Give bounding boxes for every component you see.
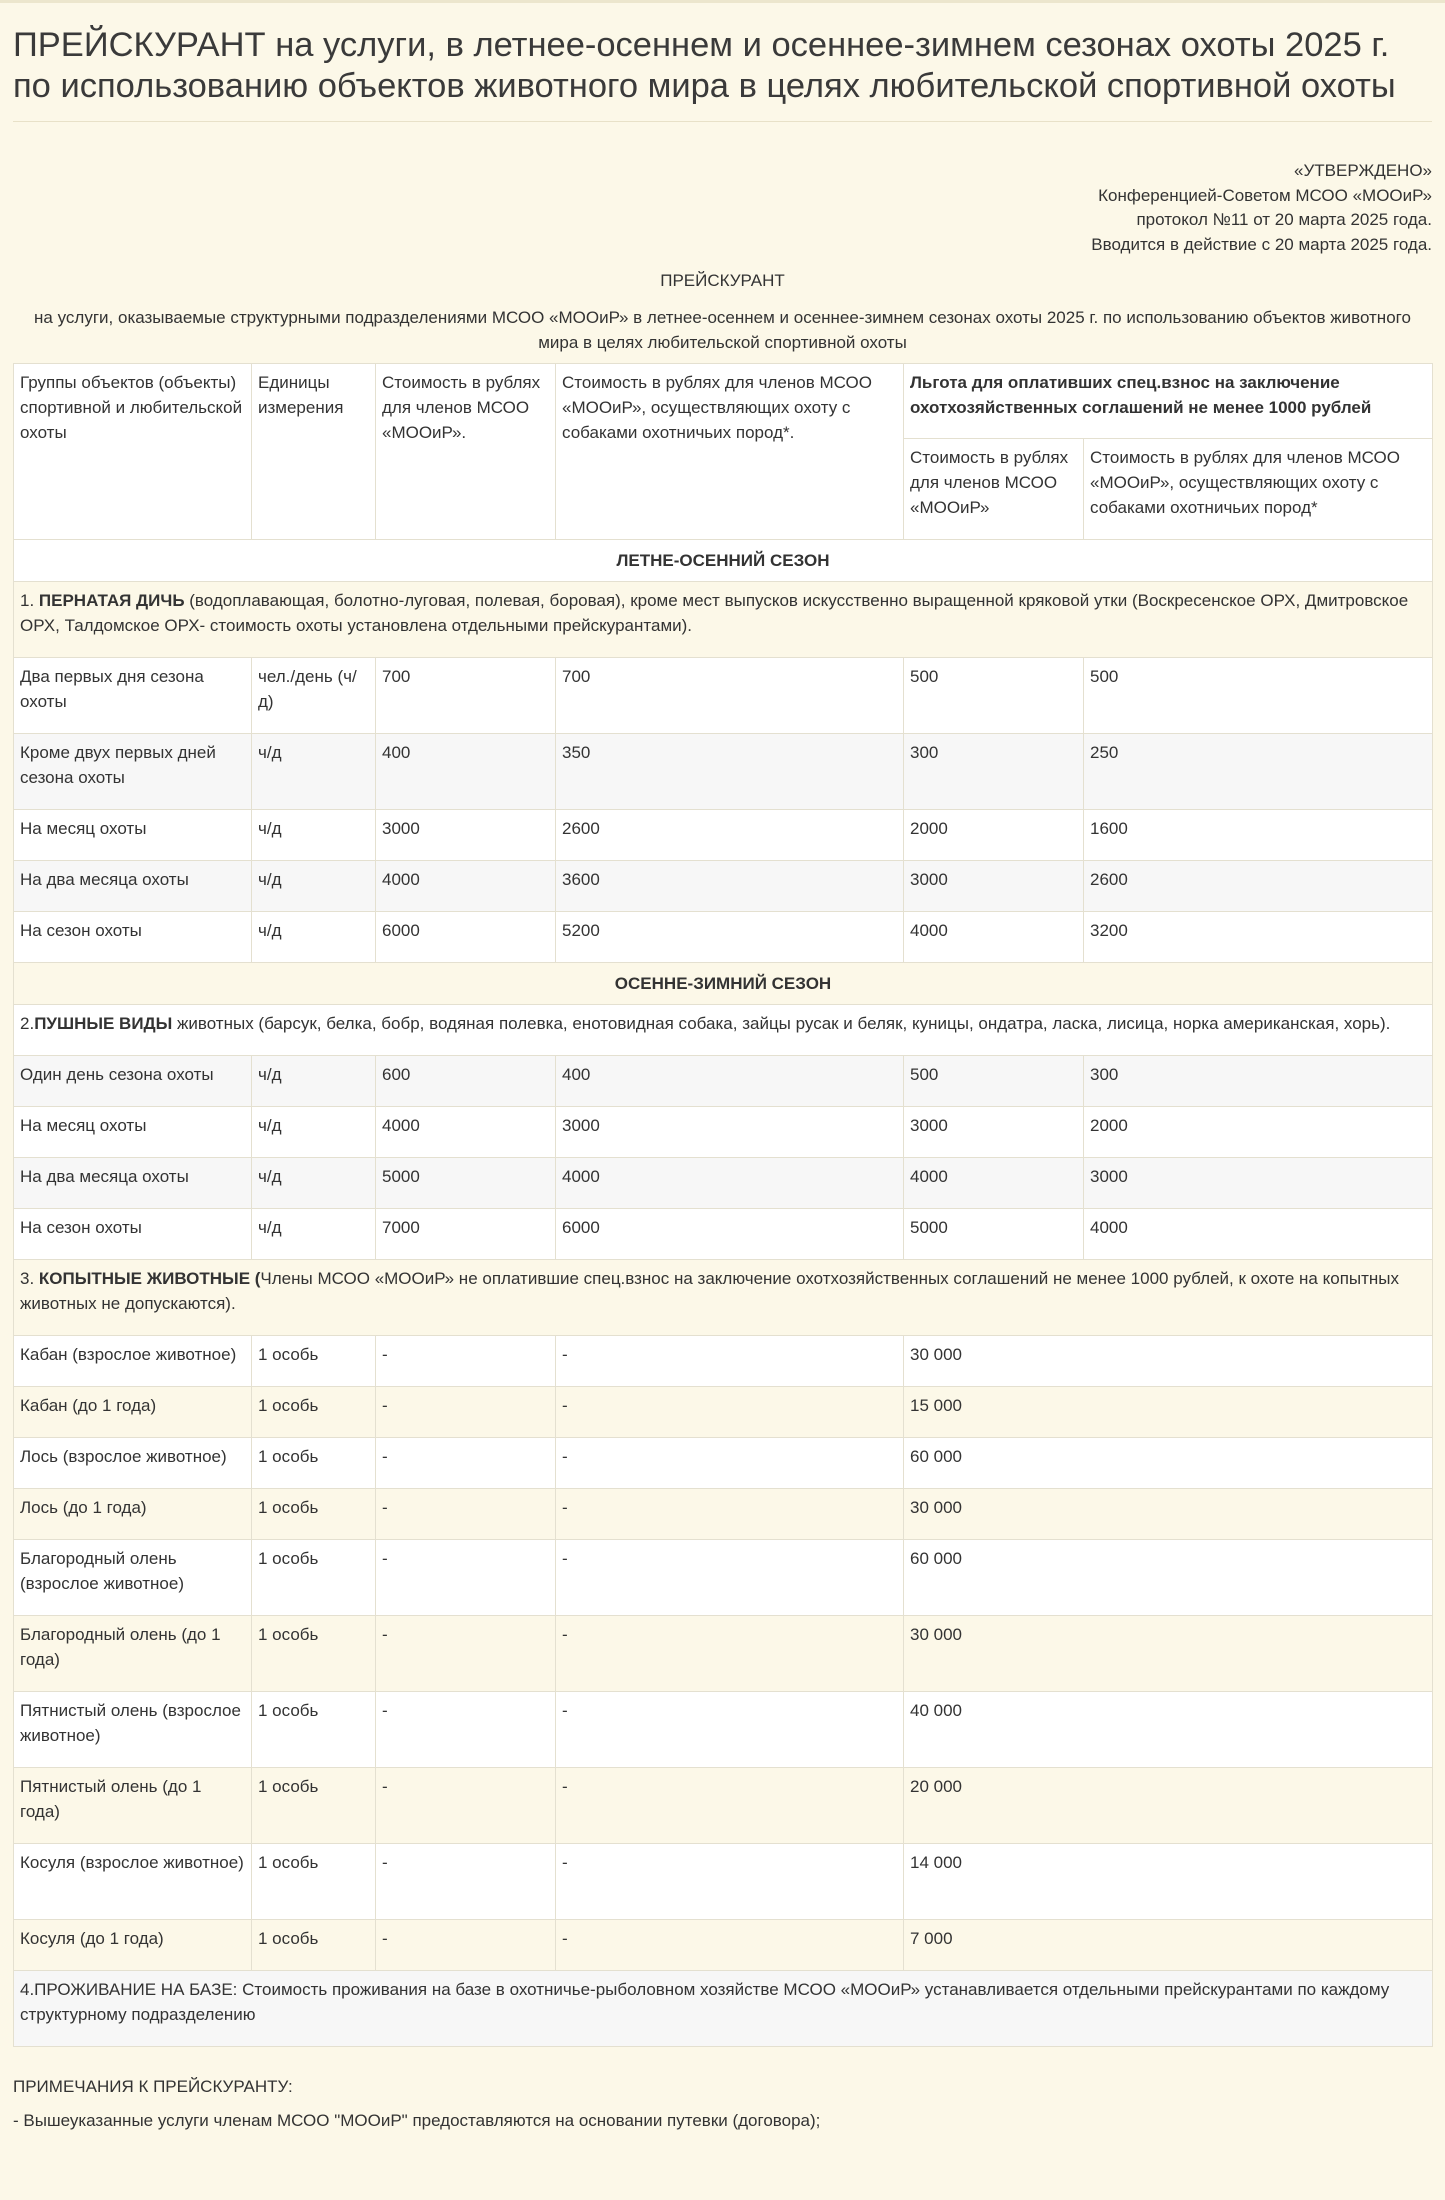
cell-c2: - — [556, 1692, 904, 1768]
season-title: ЛЕТНЕ-ОСЕННИЙ СЕЗОН — [14, 540, 1433, 582]
cell-c4: 3200 — [1084, 912, 1433, 963]
cell-name: Косуля (до 1 года) — [14, 1920, 252, 1971]
approval-block — [13, 159, 1432, 257]
approval-line: Конференцией-Советом МСОО «МООиР» — [1098, 185, 1432, 205]
table-row — [14, 1107, 1433, 1158]
cell-c1: - — [376, 1540, 556, 1616]
section-text — [14, 1260, 1433, 1336]
cell-unit: 1 особь — [252, 1768, 376, 1844]
cell-c3: 60 000 — [904, 1540, 1433, 1616]
cell-c2: 350 — [556, 734, 904, 810]
cell-c1: 400 — [376, 734, 556, 810]
cell-unit: ч/д — [252, 912, 376, 963]
cell-c3: 30 000 — [904, 1336, 1433, 1387]
table-row — [14, 658, 1433, 734]
cell-c2: - — [556, 1387, 904, 1438]
cell-c2: - — [556, 1844, 904, 1920]
table-row — [14, 1209, 1433, 1260]
cell-unit: ч/д — [252, 734, 376, 810]
document-title: ПРЕЙСКУРАНТ — [660, 271, 785, 290]
cell-c2: 400 — [556, 1056, 904, 1107]
cell-name: Два первых дня сезона охоты — [14, 658, 252, 734]
cell-name: Кабан (до 1 года) — [14, 1387, 252, 1438]
top-border — [0, 0, 1445, 3]
cell-c3: 4000 — [904, 912, 1084, 963]
cell-name: Кабан (взрослое животное) — [14, 1336, 252, 1387]
cell-name: Кроме двух первых дней сезона охоты — [14, 734, 252, 810]
cell-name: На сезон охоты — [14, 912, 252, 963]
season-title: ОСЕННЕ-ЗИМНИЙ СЕЗОН — [14, 963, 1433, 1005]
cell-c1: - — [376, 1844, 556, 1920]
cell-unit: 1 особь — [252, 1540, 376, 1616]
season-row — [14, 963, 1433, 1005]
section-description: животных (барсук, белка, бобр, водяная полевка, енотовидная собака, зайцы русак и беляк, куницы, ондатра, ласка, лисица, норка американская, хорь). — [172, 1014, 1391, 1033]
document-subtitle: на услуги, оказываемые структурными подразделениями МСОО «МООиР» в летнее-осеннем и осеннее-зимнем сезонах охоты 2025 г. по использованию объектов животного мира в целях любительской спортивной охоты — [34, 308, 1411, 352]
cell-unit: 1 особь — [252, 1438, 376, 1489]
cell-c2: - — [556, 1768, 904, 1844]
section-lodging: 4.ПРОЖИВАНИЕ НА БАЗЕ: Стоимость проживания на базе в охотничье-рыболовном хозяйстве МСОО «МООиР» устанавливается отдельными прейскурантами по каждому структурному подразделению — [14, 1971, 1433, 2047]
cell-c3: 14 000 — [904, 1844, 1433, 1920]
table-row — [14, 810, 1433, 861]
cell-c2: - — [556, 1438, 904, 1489]
section-text — [14, 1005, 1433, 1056]
cell-c3: 3000 — [904, 861, 1084, 912]
cell-name: Благородный олень (взрослое животное) — [14, 1540, 252, 1616]
cell-c3: 60 000 — [904, 1438, 1433, 1489]
section-row — [14, 582, 1433, 658]
cell-name: Лось (взрослое животное) — [14, 1438, 252, 1489]
cell-c3: 500 — [904, 658, 1084, 734]
cell-name: На сезон охоты — [14, 1209, 252, 1260]
cell-c1: - — [376, 1616, 556, 1692]
cell-c1: - — [376, 1387, 556, 1438]
cell-name: Лось (до 1 года) — [14, 1489, 252, 1540]
cell-c2: - — [556, 1920, 904, 1971]
cell-name: На месяц охоты — [14, 1107, 252, 1158]
cell-c2: - — [556, 1489, 904, 1540]
table-row — [14, 1158, 1433, 1209]
cell-c2: 3600 — [556, 861, 904, 912]
table-row — [14, 912, 1433, 963]
cell-unit: 1 особь — [252, 1336, 376, 1387]
header-benefit-members: Стоимость в рублях для членов МСОО «МООиР» — [904, 439, 1084, 540]
section-text — [14, 582, 1433, 658]
cell-unit: 1 особь — [252, 1387, 376, 1438]
table-row — [14, 1692, 1433, 1768]
cell-unit: 1 особь — [252, 1489, 376, 1540]
section-name: КОПЫТНЫЕ ЖИВОТНЫЕ ( — [38, 1269, 261, 1288]
cell-c4: 500 — [1084, 658, 1433, 734]
cell-unit: ч/д — [252, 810, 376, 861]
cell-c4: 2000 — [1084, 1107, 1433, 1158]
cell-unit: ч/д — [252, 1158, 376, 1209]
table-row — [14, 861, 1433, 912]
cell-c1: - — [376, 1438, 556, 1489]
cell-c1: - — [376, 1768, 556, 1844]
header-group: Группы объектов (объекты) спортивной и любительской охоты — [14, 364, 252, 540]
cell-name: Пятнистый олень (взрослое животное) — [14, 1692, 252, 1768]
approval-line: «УТВЕРЖДЕНО» — [1294, 161, 1432, 180]
header-benefit-dogs: Стоимость в рублях для членов МСОО «МООиР», осуществляющих охоту с собаками охотничьих пород* — [1084, 439, 1433, 540]
section-number: 2. — [20, 1014, 35, 1033]
table-header-row — [14, 364, 1433, 439]
cell-unit: 1 особь — [252, 1844, 376, 1920]
cell-c3: 500 — [904, 1056, 1084, 1107]
season-row — [14, 540, 1433, 582]
cell-c4: 2600 — [1084, 861, 1433, 912]
table-row — [14, 1844, 1433, 1920]
cell-c3: 7 000 — [904, 1920, 1433, 1971]
cell-c4: 3000 — [1084, 1158, 1433, 1209]
cell-c3: 2000 — [904, 810, 1084, 861]
cell-c2: 700 — [556, 658, 904, 734]
cell-unit: ч/д — [252, 1209, 376, 1260]
cell-c2: - — [556, 1336, 904, 1387]
cell-c1: - — [376, 1336, 556, 1387]
section-description: (водоплавающая, болотно-луговая, полевая, боровая), кроме мест выпусков искусственно выращенной кряковой утки (Воскресенское ОРХ, Дмитровское ОРХ, Талдомское ОРХ- стоимость охоты установлена отдельными прейскурантами). — [20, 591, 1409, 635]
cell-c2: 2600 — [556, 810, 904, 861]
cell-c4: 300 — [1084, 1056, 1433, 1107]
cell-c3: 3000 — [904, 1107, 1084, 1158]
section-number: 1. — [20, 591, 39, 610]
cell-c1: 4000 — [376, 861, 556, 912]
cell-name: Пятнистый олень (до 1 года) — [14, 1768, 252, 1844]
cell-c1: 4000 — [376, 1107, 556, 1158]
cell-name: На месяц охоты — [14, 810, 252, 861]
table-row — [14, 1920, 1433, 1971]
notes-line: - Вышеуказанные услуги членам МСОО "МООиР" предоставляются на основании путевки (договора); — [13, 2111, 821, 2130]
table-row — [14, 1489, 1433, 1540]
cell-c3: 4000 — [904, 1158, 1084, 1209]
table-row — [14, 1616, 1433, 1692]
cell-c1: 6000 — [376, 912, 556, 963]
cell-c1: 5000 — [376, 1158, 556, 1209]
table-row — [14, 1768, 1433, 1844]
cell-c4: 4000 — [1084, 1209, 1433, 1260]
cell-c1: - — [376, 1920, 556, 1971]
cell-c1: 3000 — [376, 810, 556, 861]
cell-c3: 30 000 — [904, 1489, 1433, 1540]
table-row — [14, 1387, 1433, 1438]
cell-name: На два месяца охоты — [14, 861, 252, 912]
cell-c3: 20 000 — [904, 1768, 1433, 1844]
header-unit: Единицы измерения — [252, 364, 376, 540]
cell-name: На два месяца охоты — [14, 1158, 252, 1209]
cell-c4: 250 — [1084, 734, 1433, 810]
section-row — [14, 1005, 1433, 1056]
cell-name: Один день сезона охоты — [14, 1056, 252, 1107]
cell-unit: ч/д — [252, 1056, 376, 1107]
cell-c1: 600 — [376, 1056, 556, 1107]
table-row — [14, 734, 1433, 810]
table-row — [14, 1540, 1433, 1616]
table-row — [14, 1336, 1433, 1387]
cell-c2: - — [556, 1540, 904, 1616]
cell-c3: 5000 — [904, 1209, 1084, 1260]
cell-c3: 30 000 — [904, 1616, 1433, 1692]
page-title: ПРЕЙСКУРАНТ на услуги, в летнее-осеннем и осеннее-зимнем сезонах охоты 2025 г. по использованию объектов животного мира в целях любительской спортивной охоты — [13, 25, 1432, 122]
header-price-members: Стоимость в рублях для членов МСОО «МООиР». — [376, 364, 556, 540]
cell-c3: 15 000 — [904, 1387, 1433, 1438]
section-row — [14, 1971, 1433, 2047]
cell-c1: 700 — [376, 658, 556, 734]
header-benefit: Льгота для оплативших спец.взнос на заключение охотхозяйственных соглашений не менее 1000 рублей — [904, 364, 1433, 439]
cell-unit: 1 особь — [252, 1692, 376, 1768]
approval-line: Вводится в действие с 20 марта 2025 года. — [1091, 234, 1432, 254]
cell-unit: ч/д — [252, 861, 376, 912]
section-description: Члены МСОО «МООиР» не оплатившие спец.взнос на заключение охотхозяйственных соглашений не менее 1000 рублей, к охоте на копытных животных не допускаются). — [20, 1269, 1400, 1313]
cell-unit: ч/д — [252, 1107, 376, 1158]
section-name: ПУШНЫЕ ВИДЫ — [34, 1014, 173, 1033]
price-table — [13, 363, 1433, 2047]
cell-name: Косуля (взрослое животное) — [14, 1844, 252, 1920]
cell-unit: 1 особь — [252, 1616, 376, 1692]
notes-title: ПРИМЕЧАНИЯ К ПРЕЙСКУРАНТУ: — [13, 2077, 293, 2096]
cell-c1: - — [376, 1692, 556, 1768]
cell-c1: 7000 — [376, 1209, 556, 1260]
cell-c2: 6000 — [556, 1209, 904, 1260]
cell-c3: 300 — [904, 734, 1084, 810]
cell-unit: 1 особь — [252, 1920, 376, 1971]
table-row — [14, 1056, 1433, 1107]
header-price-dogs: Стоимость в рублях для членов МСОО «МООиР», осуществляющих охоту с собаками охотничьих пород*. — [556, 364, 904, 540]
table-row — [14, 1438, 1433, 1489]
cell-c2: 5200 — [556, 912, 904, 963]
cell-c3: 40 000 — [904, 1692, 1433, 1768]
cell-name: Благородный олень (до 1 года) — [14, 1616, 252, 1692]
cell-c4: 1600 — [1084, 810, 1433, 861]
cell-c2: 4000 — [556, 1158, 904, 1209]
section-row — [14, 1260, 1433, 1336]
cell-c2: - — [556, 1616, 904, 1692]
cell-c2: 3000 — [556, 1107, 904, 1158]
section-name: ПЕРНАТАЯ ДИЧЬ — [38, 591, 185, 610]
cell-unit: чел./день (ч/д) — [252, 658, 376, 734]
section-number: 3. — [20, 1269, 39, 1288]
approval-line: протокол №11 от 20 марта 2025 года. — [1136, 210, 1432, 229]
cell-c1: - — [376, 1489, 556, 1540]
